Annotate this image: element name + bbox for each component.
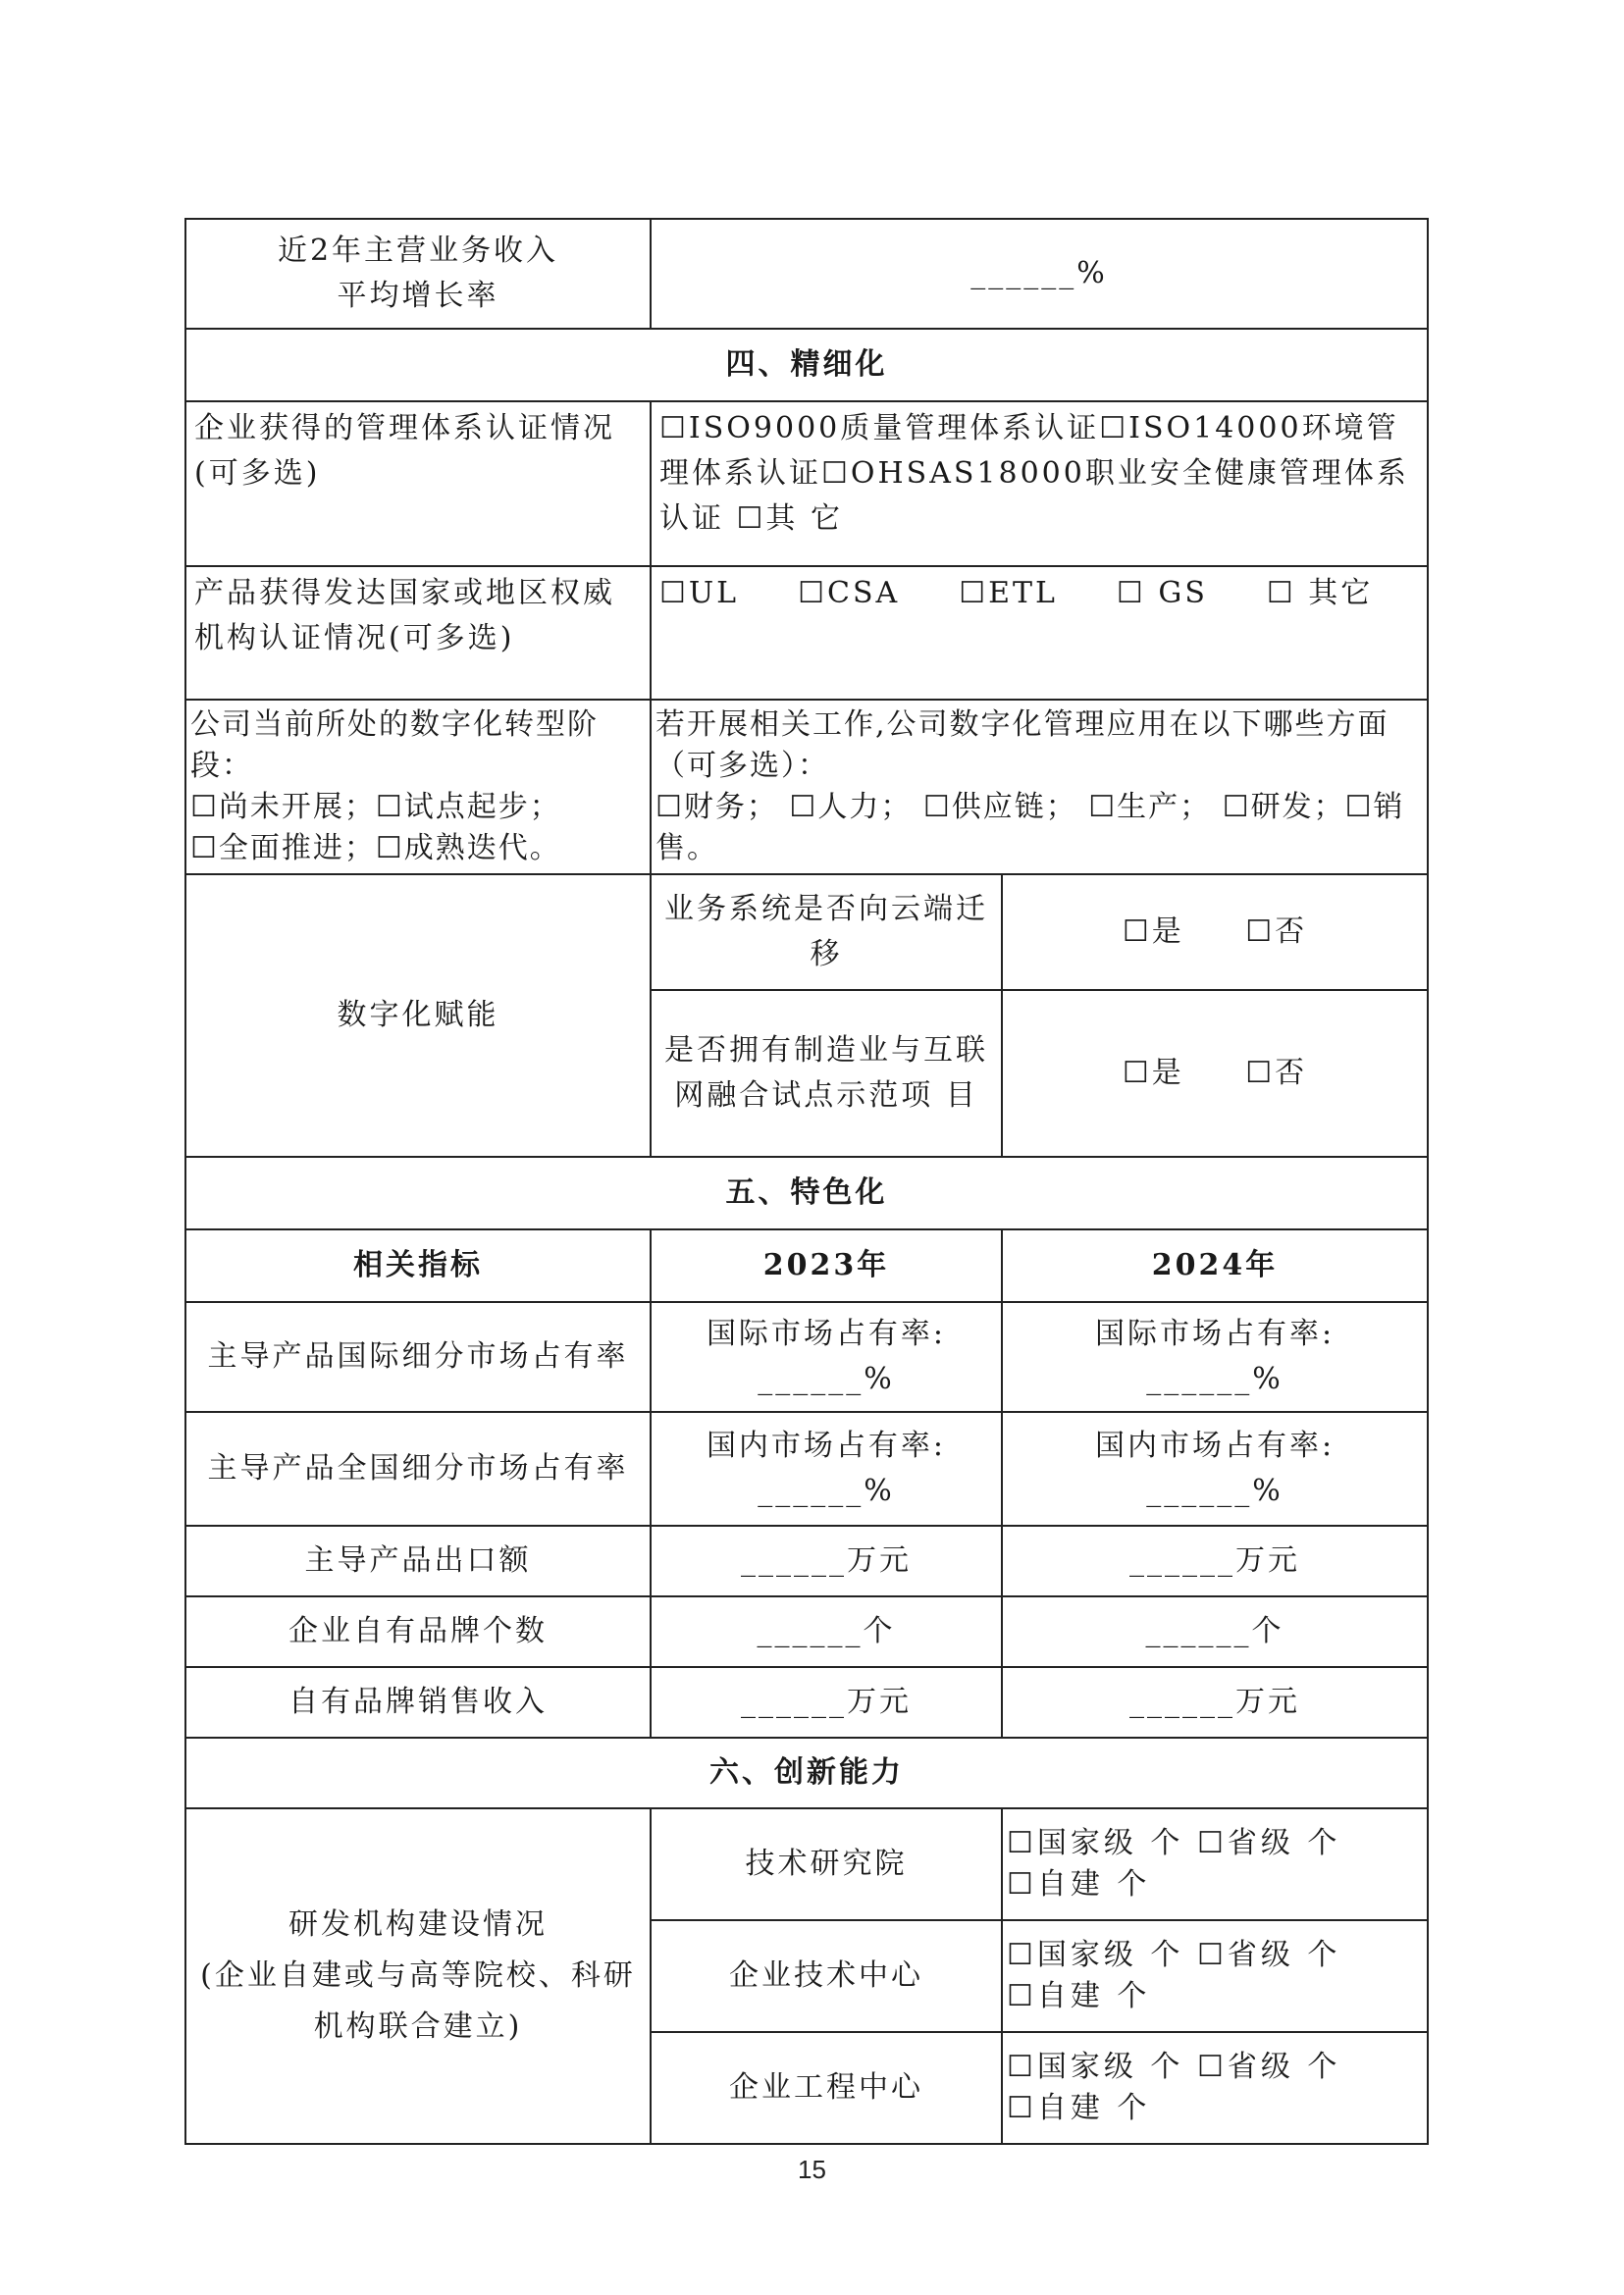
inst-eng-center-levels[interactable]: ☐国家级 个 ☐省级 个 ☐自建 个 [1002,2032,1428,2144]
inst-tech-institute: 技术研究院 [651,1808,1002,1920]
intl-share-row [185,1302,1428,1412]
cert-option-ul[interactable]: ☐UL [659,576,740,610]
section-4-header-row [185,329,1428,401]
section-4-title: 四、精细化 [185,329,1428,401]
metric-header-row [185,1229,1428,1302]
inst-tech-center-levels[interactable]: ☐国家级 个 ☐省级 个 ☐自建 个 [1002,1920,1428,2032]
domestic-share-2023[interactable]: 国内市场占有率: ______% [651,1412,1002,1526]
product-cert-options [651,566,1428,700]
section-6-title: 六、创新能力 [185,1738,1428,1808]
section-5-header-row [185,1157,1428,1229]
export-2024[interactable]: ______万元 [1002,1526,1428,1596]
digital-stage-cell [185,700,651,874]
digital-apps-question: 若开展相关工作,公司数字化管理应用在以下哪些方面（可多选）： [655,707,1389,783]
growth-rate-row [185,219,1428,329]
cloud-question: 业务系统是否向云端迁移 [651,874,1002,990]
section-6-header-row [185,1738,1428,1808]
intl-share-label: 主导产品国际细分市场占有率 [185,1302,651,1412]
digital-stage-row [185,700,1428,874]
header-2023: 2023年 [651,1229,1002,1302]
cloud-options[interactable]: ☐是 ☐否 [1002,874,1428,990]
page-number: 15 [798,2155,826,2184]
section-5-title: 五、特色化 [185,1157,1428,1229]
brand-count-2024[interactable]: ______个 [1002,1596,1428,1667]
domestic-share-label: 主导产品全国细分市场占有率 [185,1412,651,1526]
inst-tech-institute-levels[interactable]: ☐国家级 个 ☐省级 个 ☐自建 个 [1002,1808,1428,1920]
cert-option-other[interactable]: ☐ 其它 [1266,576,1374,610]
inst-row-1 [185,1808,1428,1920]
header-2024: 2024年 [1002,1229,1428,1302]
export-label: 主导产品出口额 [185,1526,651,1596]
domestic-share-2024[interactable]: 国内市场占有率: ______% [1002,1412,1428,1526]
digital-apps-cell [651,700,1428,874]
cloud-row [185,874,1428,990]
cert-option-etl[interactable]: ☐ETL [959,576,1058,610]
product-cert-row [185,566,1428,700]
brand-count-2023[interactable]: ______个 [651,1596,1002,1667]
intl-share-2024[interactable]: 国际市场占有率: ______% [1002,1302,1428,1412]
digital-stage-label: 公司当前所处的数字化转型阶段： [190,707,599,783]
export-row [185,1526,1428,1596]
brand-sales-label: 自有品牌销售收入 [185,1667,651,1738]
brand-sales-row [185,1667,1428,1738]
growth-rate-value[interactable]: ______% [651,219,1428,329]
product-cert-label: 产品获得发达国家或地区权威机构认证情况(可多选) [185,566,651,700]
mgmt-cert-options[interactable]: ☐ISO9000质量管理体系认证☐ISO14000环境管理体系认证☐OHSAS18000职业安全健康管理体系认证 ☐其 它 [651,401,1428,566]
digital-stage-options-2[interactable]: ☐全面推进；☐成熟迭代。 [190,831,561,865]
brand-count-label: 企业自有品牌个数 [185,1596,651,1667]
pilot-question: 是否拥有制造业与互联网融合试点示范项 目 [651,990,1002,1157]
export-2023[interactable]: ______万元 [651,1526,1002,1596]
pilot-options[interactable]: ☐是 ☐否 [1002,990,1428,1157]
cert-option-csa[interactable]: ☐CSA [798,576,901,610]
header-metric: 相关指标 [185,1229,651,1302]
brand-sales-2024[interactable]: ______万元 [1002,1667,1428,1738]
mgmt-cert-label: 企业获得的管理体系认证情况(可多选) [185,401,651,566]
domestic-share-row [185,1412,1428,1526]
digital-empower-label: 数字化赋能 [185,874,651,1157]
digital-stage-options-1[interactable]: ☐尚未开展；☐试点起步； [190,790,561,824]
inst-eng-center: 企业工程中心 [651,2032,1002,2144]
intl-share-2023[interactable]: 国际市场占有率: ______% [651,1302,1002,1412]
digital-apps-options[interactable]: ☐财务； ☐人力； ☐供应链； ☐生产； ☐研发；☐销售。 [655,790,1405,865]
mgmt-cert-row [185,401,1428,566]
brand-sales-2023[interactable]: ______万元 [651,1667,1002,1738]
growth-rate-label: 近2年主营业务收入 平均增长率 [185,219,651,329]
rd-org-label: 研发机构建设情况 (企业自建或与高等院校、科研机构联合建立) [185,1808,651,2144]
application-form-table [184,218,1429,2145]
brand-count-row [185,1596,1428,1667]
inst-tech-center: 企业技术中心 [651,1920,1002,2032]
cert-option-gs[interactable]: ☐ GS [1116,576,1208,610]
